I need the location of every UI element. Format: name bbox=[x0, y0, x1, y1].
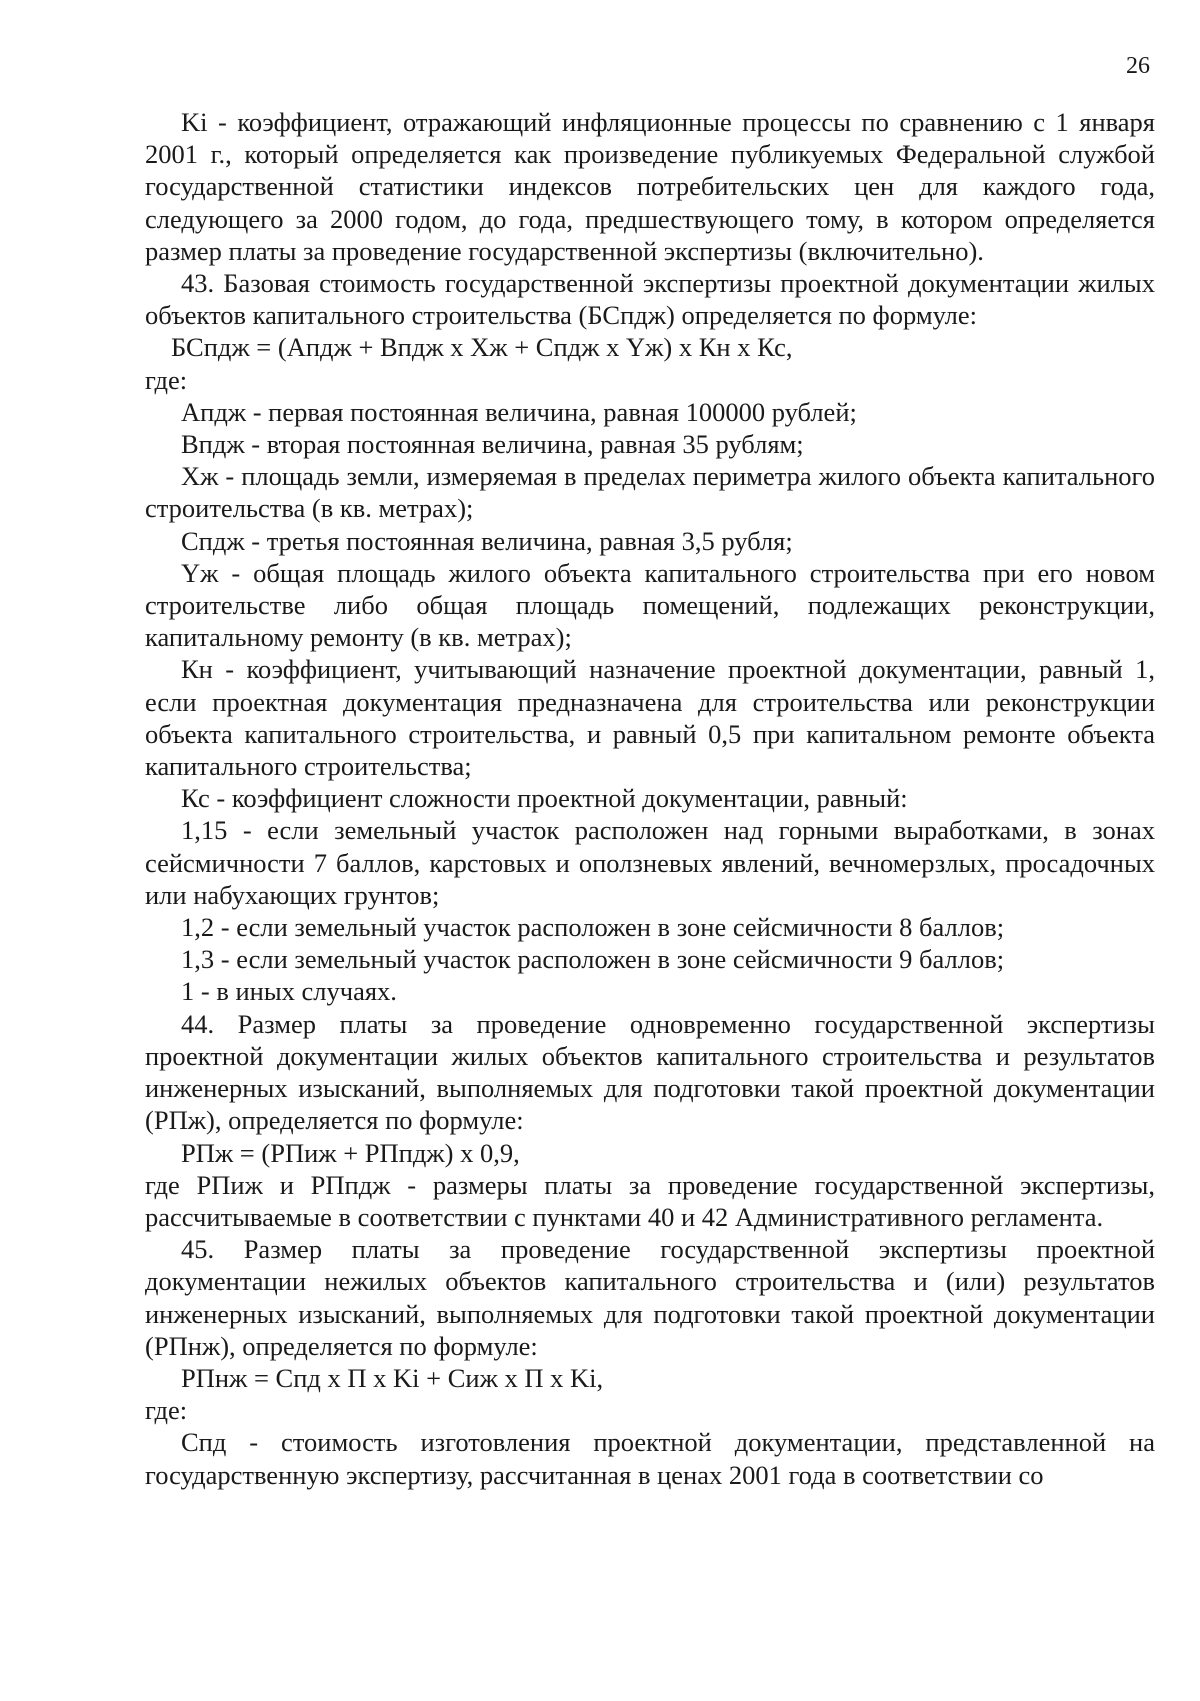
paragraph-45: 45. Размер платы за проведение государственной экспертизы проектной документации нежилых объектов капитального строительства и (или) результатов инженерных изысканий, выполняемых для подготовки такой проектной документации (РПнж), определяется по формуле: bbox=[145, 1234, 1155, 1361]
paragraph-44: 44. Размер платы за проведение одновременно государственной экспертизы проектной документации жилых объектов капитального строительства и результатов инженерных изысканий, выполняемых для подготовки такой проектной документации (РПж), определяется по формуле: bbox=[145, 1008, 1155, 1136]
definition-kn: Кн - коэффициент, учитывающий назначение проектной документации, равный 1, если проектная документация предназначена для строительства или реконструкции объекта капитального строительства, и равный 0,5 при капитальном ремонте объекта капитального строительства; bbox=[145, 654, 1155, 782]
formula-rpzh: РПж = (РПиж + РПпдж) х 0,9, bbox=[181, 1137, 520, 1168]
definition-apdzh: Апдж - первая постоянная величина, равная 100000 рублей; bbox=[181, 396, 857, 427]
definition-khzh: Хж - площадь земли, измеряемая в пределах периметра жилого объекта капитального строительства (в кв. метрах); bbox=[145, 461, 1155, 524]
definition-vpdzh: Впдж - вторая постоянная величина, равная 35 рублям; bbox=[181, 429, 804, 460]
page-number: 26 bbox=[1126, 53, 1150, 79]
ks-value-1: 1 - в иных случаях. bbox=[181, 976, 397, 1007]
formula-rpnzh: РПнж = Спд х П х Ki + Сиж х П х Ki, bbox=[181, 1362, 604, 1393]
definition-spd: Спд - стоимость изготовления проектной документации, представленной на государственную экспертизу, рассчитанная в ценах 2001 года в соответствии со bbox=[145, 1427, 1155, 1490]
paragraph-rpizh-definition: где РПиж и РПпдж - размеры платы за проведение государственной экспертизы, рассчитываемые в соответствии с пунктами 40 и 42 Административного регламента. bbox=[145, 1169, 1155, 1232]
where-label-2: где: bbox=[145, 1395, 188, 1426]
ks-value-1-2: 1,2 - если земельный участок расположен в зоне сейсмичности 8 баллов; bbox=[181, 912, 1005, 943]
ks-value-1-15: 1,15 - если земельный участок расположен над горными выработками, в зонах сейсмичности 7 баллов, карстовых и оползневых явлений, вечномерзлых, просадочных или набухающих грунтов; bbox=[145, 815, 1155, 910]
definition-spdzh: Спдж - третья постоянная величина, равная 3,5 рубля; bbox=[181, 525, 793, 556]
formula-bspdzh: БСпдж = (Апдж + Впдж х Хж + Спдж х Yж) х Кн х Кс, bbox=[171, 332, 793, 363]
paragraph-ki-definition: Ki - коэффициент, отражающий инфляционные процессы по сравнению с 1 января 2001 г., который определяется как произведение публикуемых Федеральной службой государственной статистики индексов потребительских цен для каждого года, следующего за 2000 годом, до года, предшествующего тому, в котором определяется размер платы за проведение государственной экспертизы (включительно). bbox=[145, 107, 1155, 266]
paragraph-43: 43. Базовая стоимость государственной экспертизы проектной документации жилых объектов капитального строительства (БСпдж) определяется по формуле: bbox=[145, 268, 1155, 331]
ks-value-1-3: 1,3 - если земельный участок расположен в зоне сейсмичности 9 баллов; bbox=[181, 944, 1005, 975]
document-body bbox=[145, 106, 1155, 1491]
where-label: где: bbox=[145, 364, 188, 395]
definition-ks: Кс - коэффициент сложности проектной документации, равный: bbox=[181, 783, 908, 814]
definition-yzh: Yж - общая площадь жилого объекта капитального строительства при его новом строительстве либо общая площадь помещений, подлежащих реконструкции, капитальному ремонту (в кв. метрах); bbox=[145, 557, 1155, 653]
